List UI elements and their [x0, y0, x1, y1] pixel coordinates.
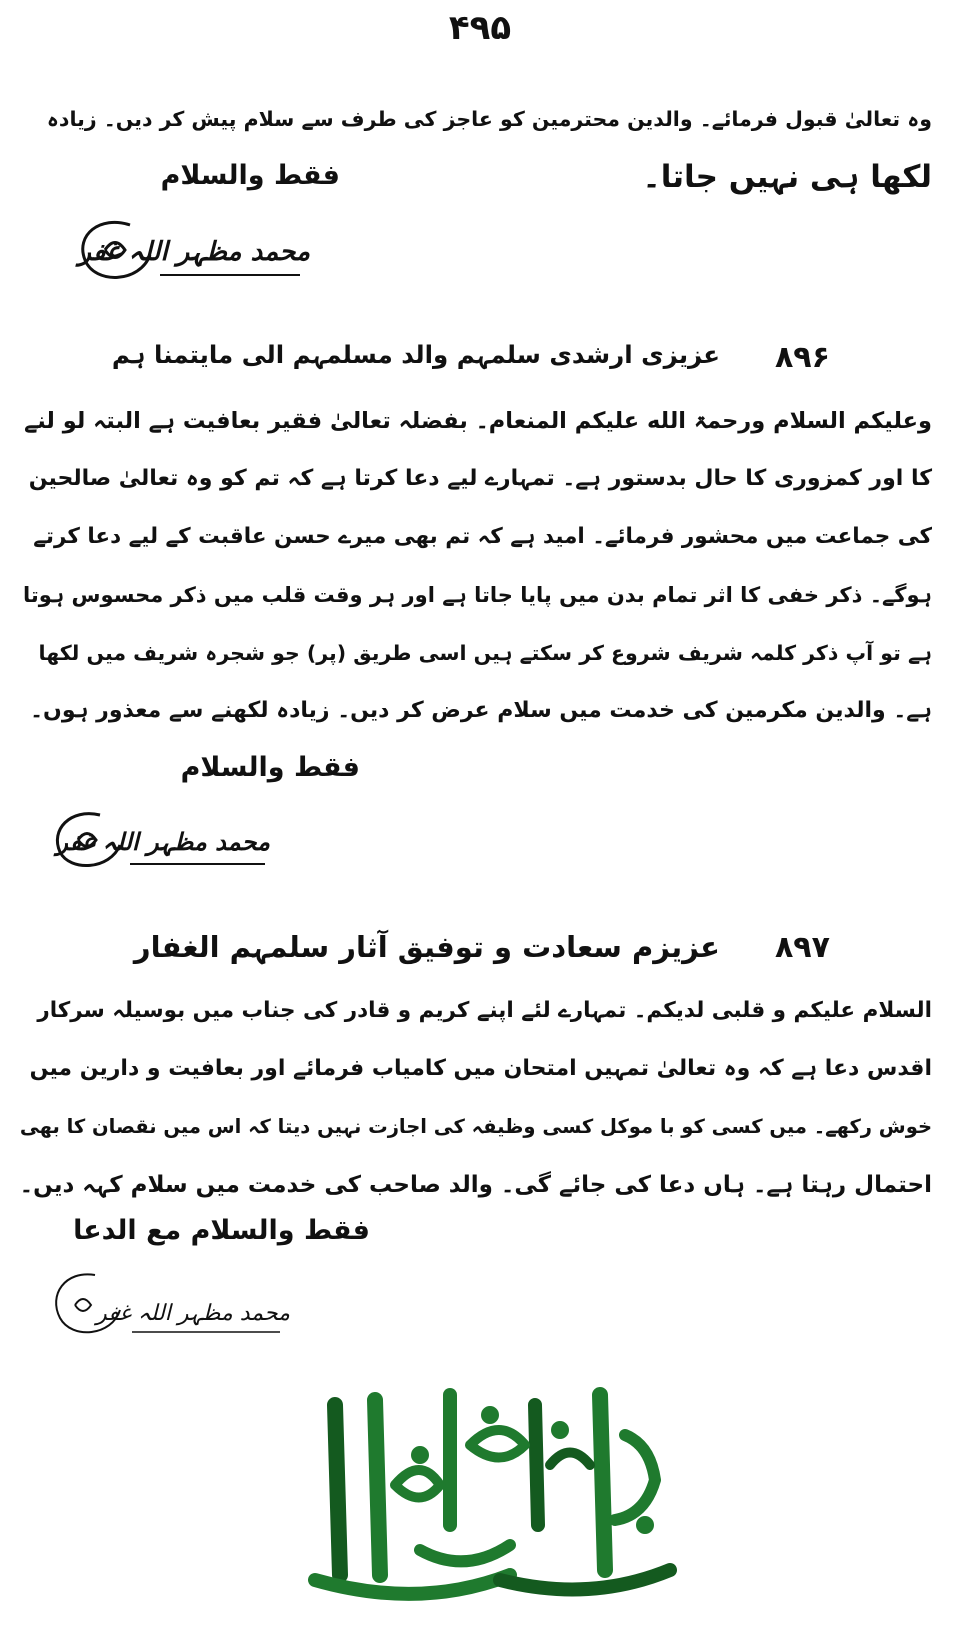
closing-salutation: فقط والسلام	[180, 752, 360, 783]
letter-line: خوش رکھے۔ میں کسی کو با موکل کسی وظیفہ کی اجازت نہیں دیتا کہ اس میں نقصان کا بھی	[19, 1115, 932, 1138]
letter-number: ۸۹۷	[775, 930, 830, 965]
letter-number: ۸۹۶	[775, 340, 830, 375]
letter-line: ہے تو آپ ذکر کلمہ شریف شروع کر سکتے ہیں اسی طریق (پر) جو شجرہ شریف میں لکھا	[38, 641, 932, 665]
letter-heading: عزیزی ارشدی سلمہم والد مسلمہم الی مایتمنا ہم	[111, 340, 720, 369]
closing-salutation: فقط والسلام	[160, 160, 340, 191]
signature-stamp	[40, 800, 280, 880]
letter-line: کی جماعت میں محشور فرمائے۔ امید ہے کہ تم بھی میرے حسن عاقبت کے لیے دعا کرتے	[33, 524, 932, 549]
signature-stamp	[60, 205, 320, 295]
signature-text: محمد مظہر اللہ غفر	[78, 237, 310, 267]
letter-heading: عزیزم سعادت و توفیق آثار سلمہم الغفار	[133, 930, 720, 964]
letter-line: لکھا ہی نہیں جاتا۔	[642, 159, 932, 195]
signature-stamp	[40, 1260, 300, 1350]
letter-line: ہوگے۔ ذکر خفی کا اثر تمام بدن میں پایا جاتا ہے اور ہر وقت قلب میں ذکر محسوس ہوتا	[23, 583, 932, 607]
letter-line: کا اور کمزوری کا حال بدستور ہے۔ تمہارے لیے دعا کرتا ہے کہ تم کو وہ تعالیٰ صالحین	[28, 466, 932, 491]
letter-line: السلام علیکم و قلبی لدیکم۔ تمہارے لئے اپنے کریم و قادر کی جناب میں بوسیلہ سرکار	[37, 998, 932, 1023]
letter-line: ہے۔ والدین مکرمین کی خدمت میں سلام عرض کر دیں۔ زیادہ لکھنے سے معذور ہوں۔	[30, 698, 932, 723]
letter-line: وہ تعالیٰ قبول فرمائے۔ والدین محترمین کو عاجز کی طرف سے سلام پیش کر دیں۔ زیادہ	[46, 107, 932, 131]
calligraphy-emblem	[300, 1375, 680, 1605]
letter-2-body	[20, 392, 932, 740]
letter-3-body	[20, 982, 932, 1214]
page-number: ۴۹۵	[448, 8, 512, 48]
letter-line: احتمال رہتا ہے۔ ہاں دعا کی جائے گی۔ والد صاحب کی خدمت میں سلام کہہ دیں۔	[19, 1172, 932, 1198]
signature-text: محمد مظہر اللہ غفر	[96, 1301, 290, 1326]
letter-line: وعلیکم السلام ورحمۃ الله علیکم المنعام۔ بفضلہ تعالیٰ فقیر بعافیت ہے البتہ لو لنے	[24, 408, 932, 434]
letter-line: اقدس دعا ہے کہ وہ تعالیٰ تمہیں امتحان میں کامیاب فرمائے اور بعافیت و دارین میں	[29, 1056, 932, 1081]
closing-salutation: فقط والسلام مع الدعا	[73, 1215, 370, 1246]
signature-text: محمد مظہر اللہ غفر	[56, 827, 270, 856]
